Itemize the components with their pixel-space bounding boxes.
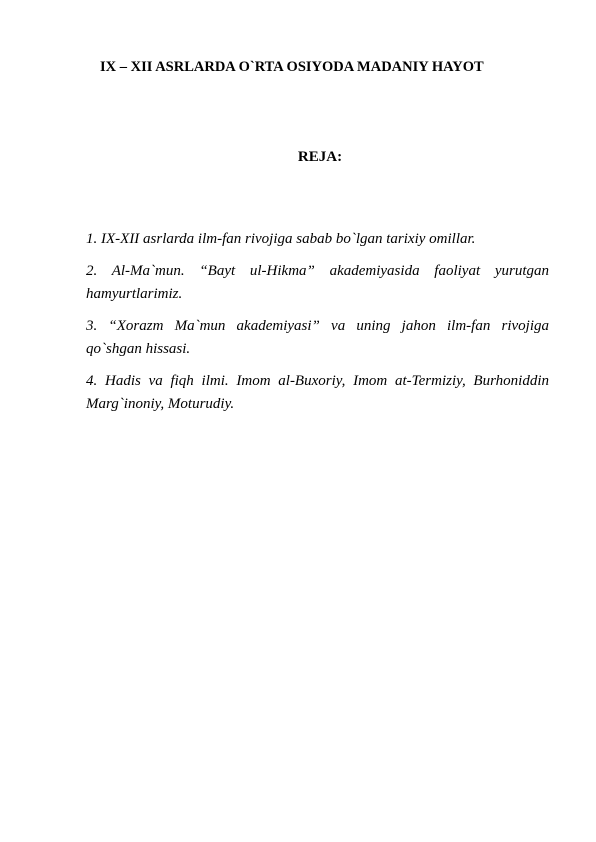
plan-item: 1. IX-XII asrlarda ilm-fan rivojiga sabab bo`lgan tarixiy omillar. (86, 231, 476, 247)
plan-list (86, 228, 549, 425)
plan-item: 4. Hadis va fiqh ilmi. Imom al-Buxoriy, Imom at-Termiziy, Burhoniddin Marg`inoniy, Moturudiy. (86, 373, 549, 412)
plan-heading: REJA: (297, 149, 343, 165)
plan-item: 2. Al-Ma`mun. “Bayt ul-Hikma” akademiyasida faoliyat yurutgan hamyurtlarimiz. (86, 263, 549, 302)
document-title: IX – XII ASRLARDA O`RTA OSIYODA MADANIY HAYOT (100, 59, 484, 75)
plan-item: 3. “Xorazm Ma`mun akademiyasi” va uning jahon ilm-fan rivojiga qo`shgan hissasi. (86, 318, 549, 357)
